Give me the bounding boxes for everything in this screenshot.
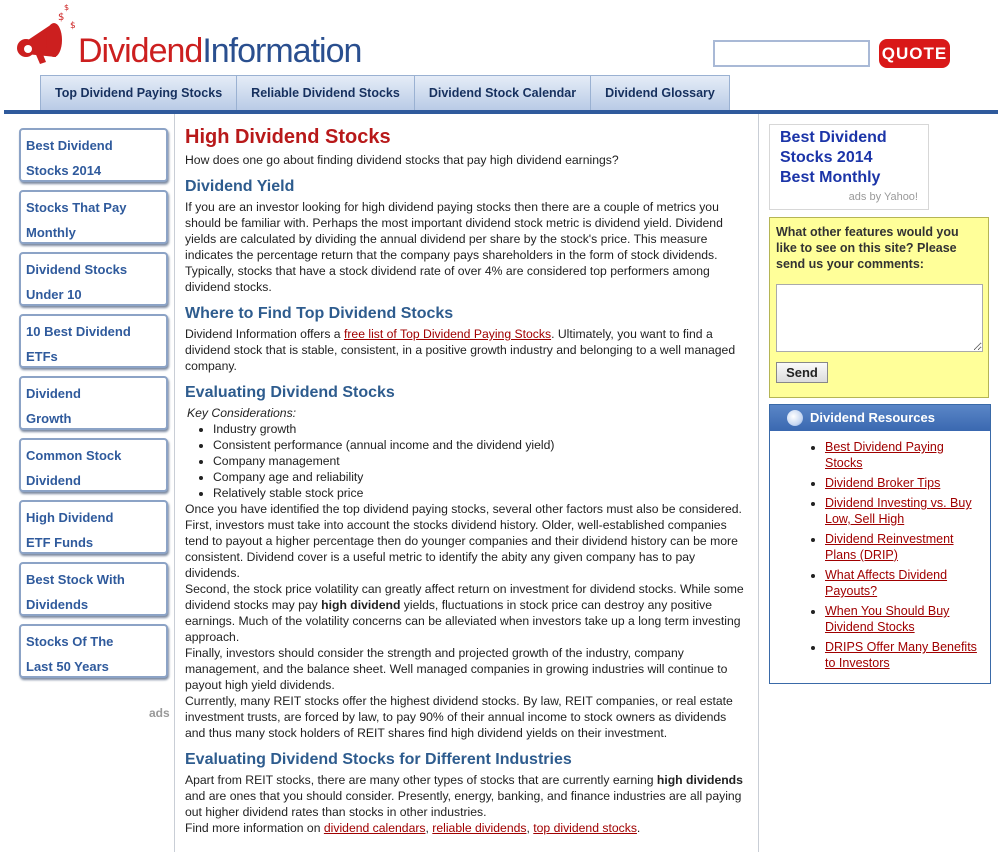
heading-where-to-find: Where to Find Top Dividend Stocks	[185, 305, 454, 322]
link-free-list-top-dividend-stocks[interactable]: free list of Top Dividend Paying Stocks	[343, 327, 552, 341]
list-item	[825, 531, 982, 563]
globe-icon	[787, 410, 803, 426]
resource-link-drips-benefits[interactable]: DRIPS Offer Many Benefits to Investors	[825, 640, 977, 670]
nav-tab-reliable-dividend-stocks[interactable]: Reliable Dividend Stocks	[237, 75, 415, 110]
heading-different-industries: Evaluating Dividend Stocks for Different Industries	[185, 751, 572, 768]
paragraph-more-info: Find more information on dividend calendars, reliable dividends, top dividend stocks.	[185, 821, 641, 835]
intro-text: How does one go about finding dividend stocks that pay high dividend earnings?	[185, 153, 619, 167]
quote-button[interactable]: QUOTE	[879, 39, 950, 68]
resources-list	[770, 431, 990, 683]
sidebar-item-stocks-of-the-last-50-years[interactable]: Stocks Of The Last 50 Years	[19, 624, 168, 678]
ad-link[interactable]: Best Monthly	[780, 169, 881, 186]
key-considerations-label: Key Considerations:	[187, 406, 297, 420]
left-column-divider	[174, 114, 175, 852]
ad-link[interactable]: Stocks 2014	[780, 149, 873, 166]
resource-link-best-dividend-paying-stocks[interactable]: Best Dividend Paying Stocks	[825, 440, 944, 470]
page-title: High Dividend Stocks	[185, 126, 391, 148]
sidebar-item-high-dividend-etf-funds[interactable]: High Dividend ETF Funds	[19, 500, 168, 554]
paragraph-evaluating-3: Finally, investors should consider the strength and projected growth of the industry, company management, and the balance sheet. Well managed companies in growing industries will continue to payout high yield dividends.	[185, 646, 728, 692]
site-logo[interactable]	[14, 2, 362, 72]
right-sidebar	[769, 124, 991, 684]
site-header	[0, 0, 998, 115]
dividend-resources-panel	[769, 404, 991, 684]
feedback-box	[769, 217, 989, 398]
list-item: • Consistent performance (annual income and the dividend yield)	[213, 437, 748, 453]
paragraph-different-industries: Apart from REIT stocks, there are many other types of stocks that are currently earning high dividends and are ones that you should consider. Presently, energy, banking, and finance industries are all paying out higher dividend rates than stocks in other industries.	[185, 773, 743, 819]
list-item: • Industry growth	[213, 421, 748, 437]
link-dividend-calendars[interactable]: dividend calendars	[323, 821, 426, 835]
sidebar-item-best-stock-with-dividends[interactable]: Best Stock With Dividends	[19, 562, 168, 616]
megaphone-icon	[14, 2, 84, 72]
nav-divider	[4, 110, 998, 114]
yahoo-ad-box	[769, 124, 929, 210]
key-considerations-list	[185, 421, 748, 501]
resource-link-dividend-reinvestment-plans[interactable]: Dividend Reinvestment Plans (DRIP)	[825, 532, 954, 562]
nav-tab-top-dividend-paying-stocks[interactable]: Top Dividend Paying Stocks	[40, 75, 237, 110]
comments-textarea[interactable]	[776, 284, 983, 352]
nav-tab-dividend-glossary[interactable]: Dividend Glossary	[591, 75, 730, 110]
right-column-divider	[758, 114, 759, 852]
ads-label[interactable]: ads	[149, 706, 170, 720]
sidebar-item-dividend-stocks-under-10[interactable]: Dividend Stocks Under 10	[19, 252, 168, 306]
resource-link-investing-vs-buy-low[interactable]: Dividend Investing vs. Buy Low, Sell High	[825, 496, 972, 526]
sidebar-item-dividend-growth[interactable]: Dividend Growth	[19, 376, 168, 430]
paragraph-evaluating-4: Currently, many REIT stocks offer the highest dividend stocks. By law, REIT companies, or real estate investment trusts, are forced by law, to pay 90% of their annual income to stock owners as dividends and thus many stock holders of REIT shares find high dividend yields on their investment.	[185, 694, 733, 740]
paragraph-dividend-yield: If you are an investor looking for high dividend paying stocks then there are a couple of metrics you should be familiar with. Perhaps the most important dividend stock metric is dividend yield. Dividend yields are calculated by dividing the annual dividend per share by the stock's price. This measure indicates the percentage return that the company pays shareholders in the form of stock dividends. Typically, stocks that have a stock dividend rate of over 4% are considered top performers among dividend stocks.	[185, 200, 723, 294]
resource-link-what-affects-payouts[interactable]: What Affects Dividend Payouts?	[825, 568, 948, 598]
left-sidebar	[19, 128, 168, 686]
link-top-dividend-stocks[interactable]: top dividend stocks	[533, 821, 637, 835]
list-item	[825, 567, 982, 599]
svg-text:$: $	[58, 12, 65, 23]
sidebar-item-best-dividend-stocks-2014[interactable]: Best Dividend Stocks 2014	[19, 128, 168, 182]
nav-tab-dividend-stock-calendar[interactable]: Dividend Stock Calendar	[415, 75, 591, 110]
resources-title: Dividend Resources	[810, 410, 935, 425]
sidebar-item-10-best-dividend-etfs[interactable]: 10 Best Dividend ETFs	[19, 314, 168, 368]
main-nav	[40, 75, 730, 110]
list-item: • Company management	[213, 453, 748, 469]
paragraph-evaluating-1: Once you have identified the top dividend paying stocks, several other factors must also be considered. First, investors must take into account the stocks dividend history. Older, well-established companies tend to payout a higher percentage then do younger companies and their dividend history can be more consistent. Dividend cover is a useful metric to identify the abity any given company has to pay dividends.	[185, 502, 742, 580]
list-item	[825, 439, 982, 471]
list-item: • Relatively stable stock price	[213, 485, 748, 501]
resources-header	[770, 405, 990, 431]
list-item	[825, 603, 982, 635]
paragraph-where-to-find: Dividend Information offers a free list of Top Dividend Paying Stocks. Ultimately, you want to find a dividend stock that is stable, consistent, in a positive growth industry and belonging to a well managed company.	[185, 327, 736, 373]
ad-link[interactable]: Best Dividend	[780, 129, 887, 146]
list-item	[825, 639, 982, 671]
feedback-question: What other features would you like to see on this site? Please send us your comments:	[776, 225, 959, 271]
ads-by-yahoo-label[interactable]: ads by Yahoo!	[848, 191, 918, 203]
list-item: • Company age and reliability	[213, 469, 748, 485]
heading-evaluating-dividend-stocks: Evaluating Dividend Stocks	[185, 384, 395, 401]
resource-link-dividend-broker-tips[interactable]: Dividend Broker Tips	[825, 476, 941, 490]
main-content	[185, 124, 748, 836]
logo-wordmark: DividendInformation	[78, 32, 362, 70]
svg-text:$: $	[64, 3, 70, 12]
link-reliable-dividends[interactable]: reliable dividends	[432, 821, 527, 835]
svg-text:$: $	[70, 21, 76, 31]
list-item	[825, 475, 982, 491]
send-button[interactable]: Send	[776, 362, 828, 383]
paragraph-evaluating-2: Second, the stock price volatility can greatly affect return on investment for dividend stocks. While some dividend stocks may pay high dividend yields, fluctuations in stock price can destroy any positive earnings. Much of the volatility concerns can be alleviated when investors take up a long term investing approach.	[185, 582, 744, 644]
search-input[interactable]	[713, 40, 870, 67]
sidebar-item-common-stock-dividend[interactable]: Common Stock Dividend	[19, 438, 168, 492]
list-item	[825, 495, 982, 527]
heading-dividend-yield: Dividend Yield	[185, 178, 295, 195]
resource-link-when-to-buy[interactable]: When You Should Buy Dividend Stocks	[825, 604, 950, 634]
sidebar-item-stocks-that-pay-monthly[interactable]: Stocks That Pay Monthly	[19, 190, 168, 244]
